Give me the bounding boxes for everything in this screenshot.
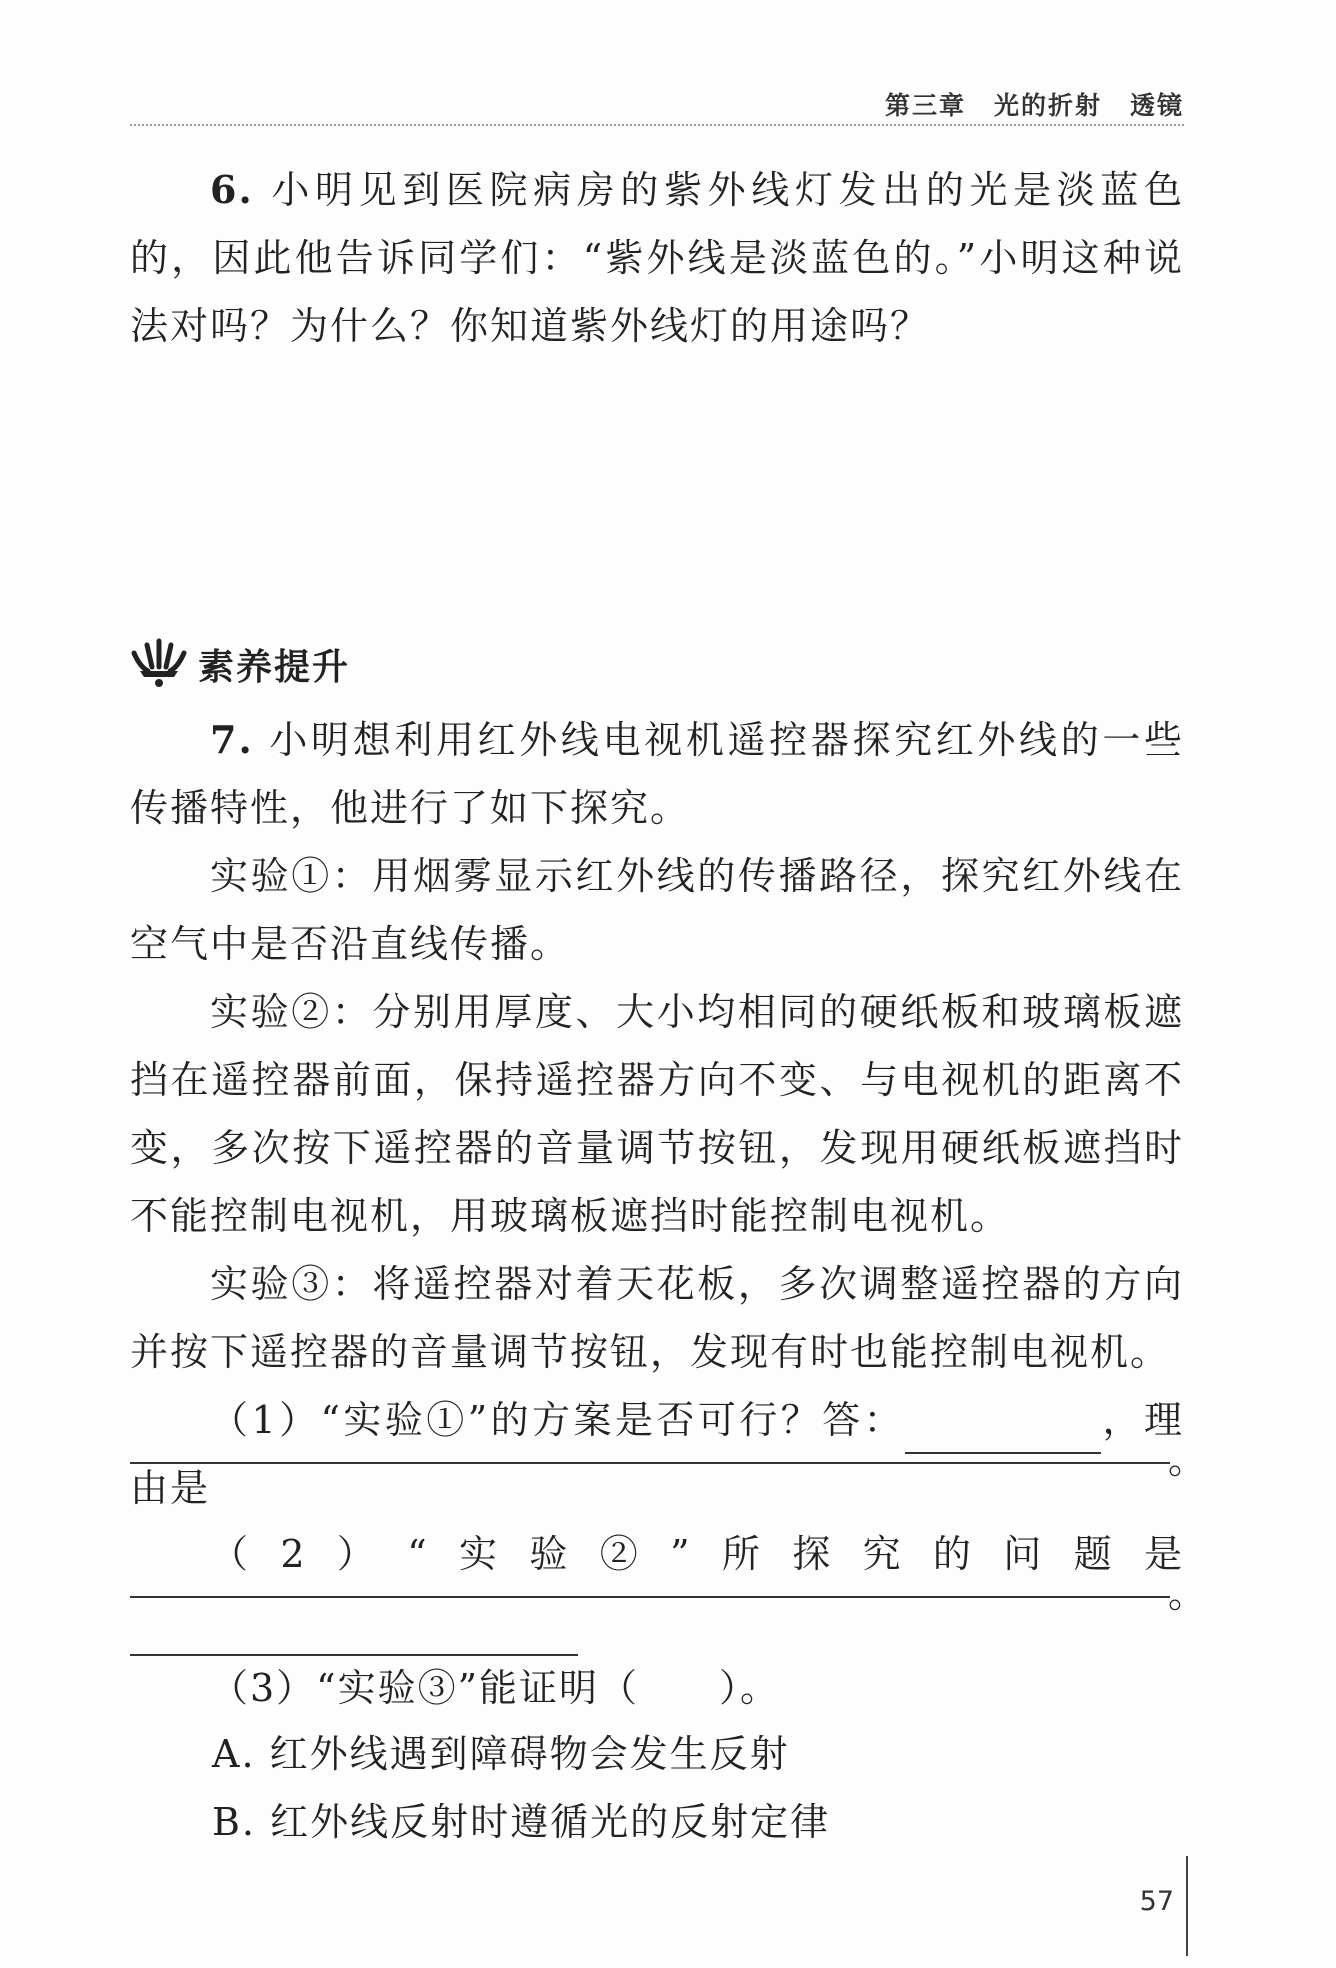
question-6-text: 小明见到医院病房的紫外线灯发出的光是淡蓝色的，因此他告诉同学们：“紫外线是淡蓝色的。”小明这种说法对吗？为什么？你知道紫外线灯的用途吗？ bbox=[130, 168, 1184, 348]
sub-question-1 bbox=[130, 1386, 1184, 1522]
crown-icon bbox=[130, 635, 188, 693]
question-6-number: 6. bbox=[210, 167, 254, 212]
sub-question-3: （3）“实验③”能证明（ ）。 bbox=[210, 1666, 781, 1710]
sub-question-1-prefix: （1）“实验①”的方案是否可行？答： bbox=[210, 1398, 906, 1442]
answer-blank-1[interactable] bbox=[905, 1412, 1101, 1454]
page-number-rule bbox=[1186, 1856, 1188, 1956]
header-divider bbox=[130, 124, 1184, 126]
answer-blank-2[interactable] bbox=[130, 1614, 578, 1656]
experiment-1: 实验①：用烟雾显示红外线的传播路径，探究红外线在空气中是否沿直线传播。 bbox=[130, 854, 1184, 966]
question-7-intro bbox=[130, 706, 1184, 842]
header-subsection: 透镜 bbox=[1129, 91, 1184, 120]
question-7-intro-text: 小明想利用红外线电视机遥控器探究红外线的一些传播特性，他进行了如下探究。 bbox=[130, 718, 1184, 830]
answer-line-1[interactable] bbox=[130, 1462, 1170, 1464]
running-header bbox=[130, 86, 1184, 122]
option-a[interactable]: A. 红外线遇到障碍物会发生反射 bbox=[212, 1732, 790, 1776]
experiment-2: 实验②：分别用厚度、大小均相同的硬纸板和玻璃板遮挡在遥控器前面，保持遥控器方向不变、与电视机的距离不变，多次按下遥控器的音量调节按钮，发现用硬纸板遮挡时不能控制电视机，用玻璃板遮挡时能控制电视机。 bbox=[130, 990, 1184, 1238]
sub-question-1-suffix: ，理由是 bbox=[130, 1398, 1184, 1510]
answer-line-2-end: 。 bbox=[1168, 1572, 1207, 1616]
header-section: 光的折射 bbox=[993, 91, 1102, 120]
question-6 bbox=[130, 156, 1184, 360]
section-title: 素养提升 bbox=[198, 646, 351, 688]
header-chapter: 第三章 bbox=[884, 91, 966, 120]
section-heading bbox=[130, 636, 350, 692]
sub-question-2 bbox=[130, 1520, 1184, 1656]
experiment-3: 实验③：将遥控器对着天花板，多次调整遥控器的方向并按下遥控器的音量调节按钮，发现有时也能控制电视机。 bbox=[130, 1262, 1184, 1374]
page-number: 57 bbox=[1139, 1886, 1174, 1917]
answer-line-2[interactable] bbox=[130, 1596, 1170, 1598]
answer-line-1-end: 。 bbox=[1168, 1438, 1207, 1482]
option-b[interactable]: B. 红外线反射时遵循光的反射定律 bbox=[212, 1800, 831, 1844]
sub-question-2-prefix: （2）“实验②”所探究的问题是 bbox=[210, 1532, 1184, 1576]
question-7-number: 7. bbox=[210, 717, 254, 762]
